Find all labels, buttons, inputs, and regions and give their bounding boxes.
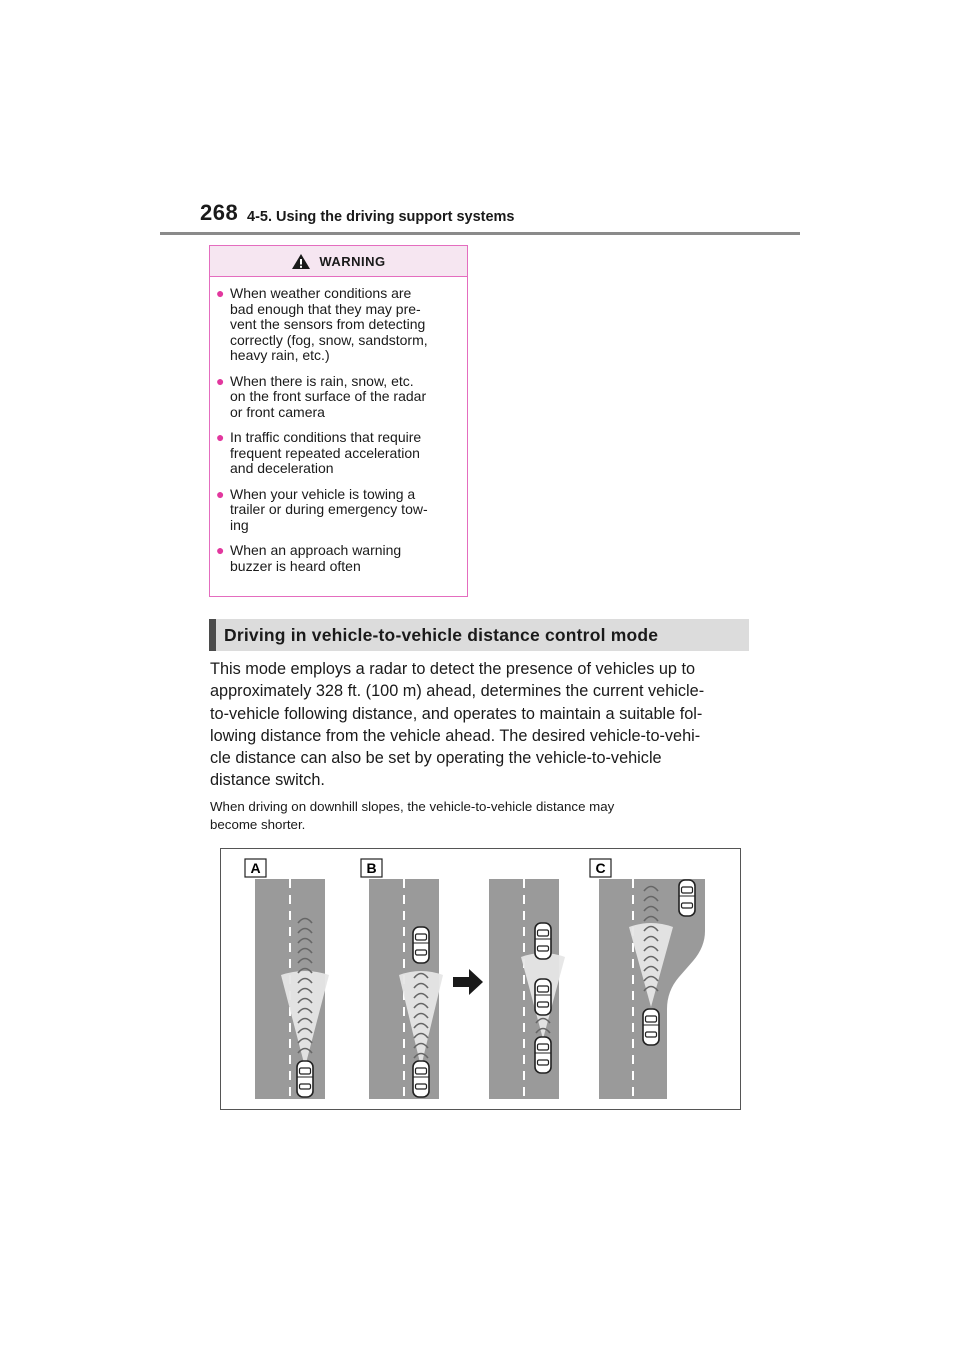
warning-title-bar: [210, 246, 467, 277]
figure-label-b: B: [366, 860, 377, 876]
road-a: [255, 879, 329, 1099]
warning-list: [210, 277, 467, 574]
warning-item-text: When an approach warning buzzer is heard often: [230, 542, 402, 574]
section-header: 4-5. Using the driving support systems: [247, 209, 515, 225]
section-title: Driving in vehicle-to-vehicle distance control mode: [209, 619, 749, 651]
bullet-icon: ●: [216, 372, 225, 389]
warning-item-text: When your vehicle is towing a trailer or during emergency tow- ing: [230, 485, 428, 533]
header-rule: [160, 232, 800, 235]
warning-item-text: In traffic conditions that require frequent repeated acceleration and deceleration: [230, 429, 422, 476]
driving-mode-figure: [220, 848, 741, 1110]
warning-triangle-icon: [291, 253, 311, 270]
warning-title: WARNING: [319, 253, 386, 269]
road-b-after: [489, 879, 565, 1099]
warning-item: [216, 430, 457, 477]
road-b: [369, 879, 443, 1099]
warning-item: [216, 286, 457, 364]
warning-item-text: When there is rain, snow, etc. on the front surface of the radar or front camera: [230, 372, 427, 420]
bullet-icon: ●: [216, 429, 225, 445]
bullet-icon: ●: [216, 285, 225, 301]
bullet-icon: ●: [216, 542, 225, 558]
car-icon: [679, 880, 695, 916]
warning-item: [216, 487, 457, 534]
warning-item-text: When weather conditions are bad enough that they may pre- vent the sensors from detecting correctly (fog, snow, sandstorm, heavy rain, etc.): [230, 285, 428, 363]
warning-item: [216, 374, 457, 421]
car-icon: [297, 1061, 313, 1097]
car-icon: [535, 1037, 551, 1073]
warning-box: [209, 245, 468, 597]
figure-illustration: [221, 849, 742, 1111]
bullet-icon: ●: [216, 485, 225, 502]
page-number: 268: [200, 200, 239, 225]
transition-arrow-icon: [453, 969, 483, 995]
car-icon: [535, 923, 551, 959]
figure-label-a: A: [250, 860, 261, 876]
road-c: [599, 879, 705, 1099]
car-icon: [413, 927, 429, 963]
figure-label-c: C: [595, 860, 606, 876]
car-icon: [643, 1009, 659, 1045]
car-icon: [413, 1061, 429, 1097]
note-paragraph: When driving on downhill slopes, the vehicle-to-vehicle distance may become shorter.: [210, 799, 615, 832]
car-icon: [535, 979, 551, 1015]
warning-item: [216, 543, 457, 574]
body-paragraph: This mode employs a radar to detect the presence of vehicles up to approximately 328 ft. (100 m) ahead, determines the current vehicle- to-vehicle following distance, and operates to maintain a suitable fol- lowing distance from the vehicle ahead. The desired vehicle-to-vehi- cle distance can also be set by operating the vehicle-to-vehicle distance switch.: [210, 660, 705, 790]
